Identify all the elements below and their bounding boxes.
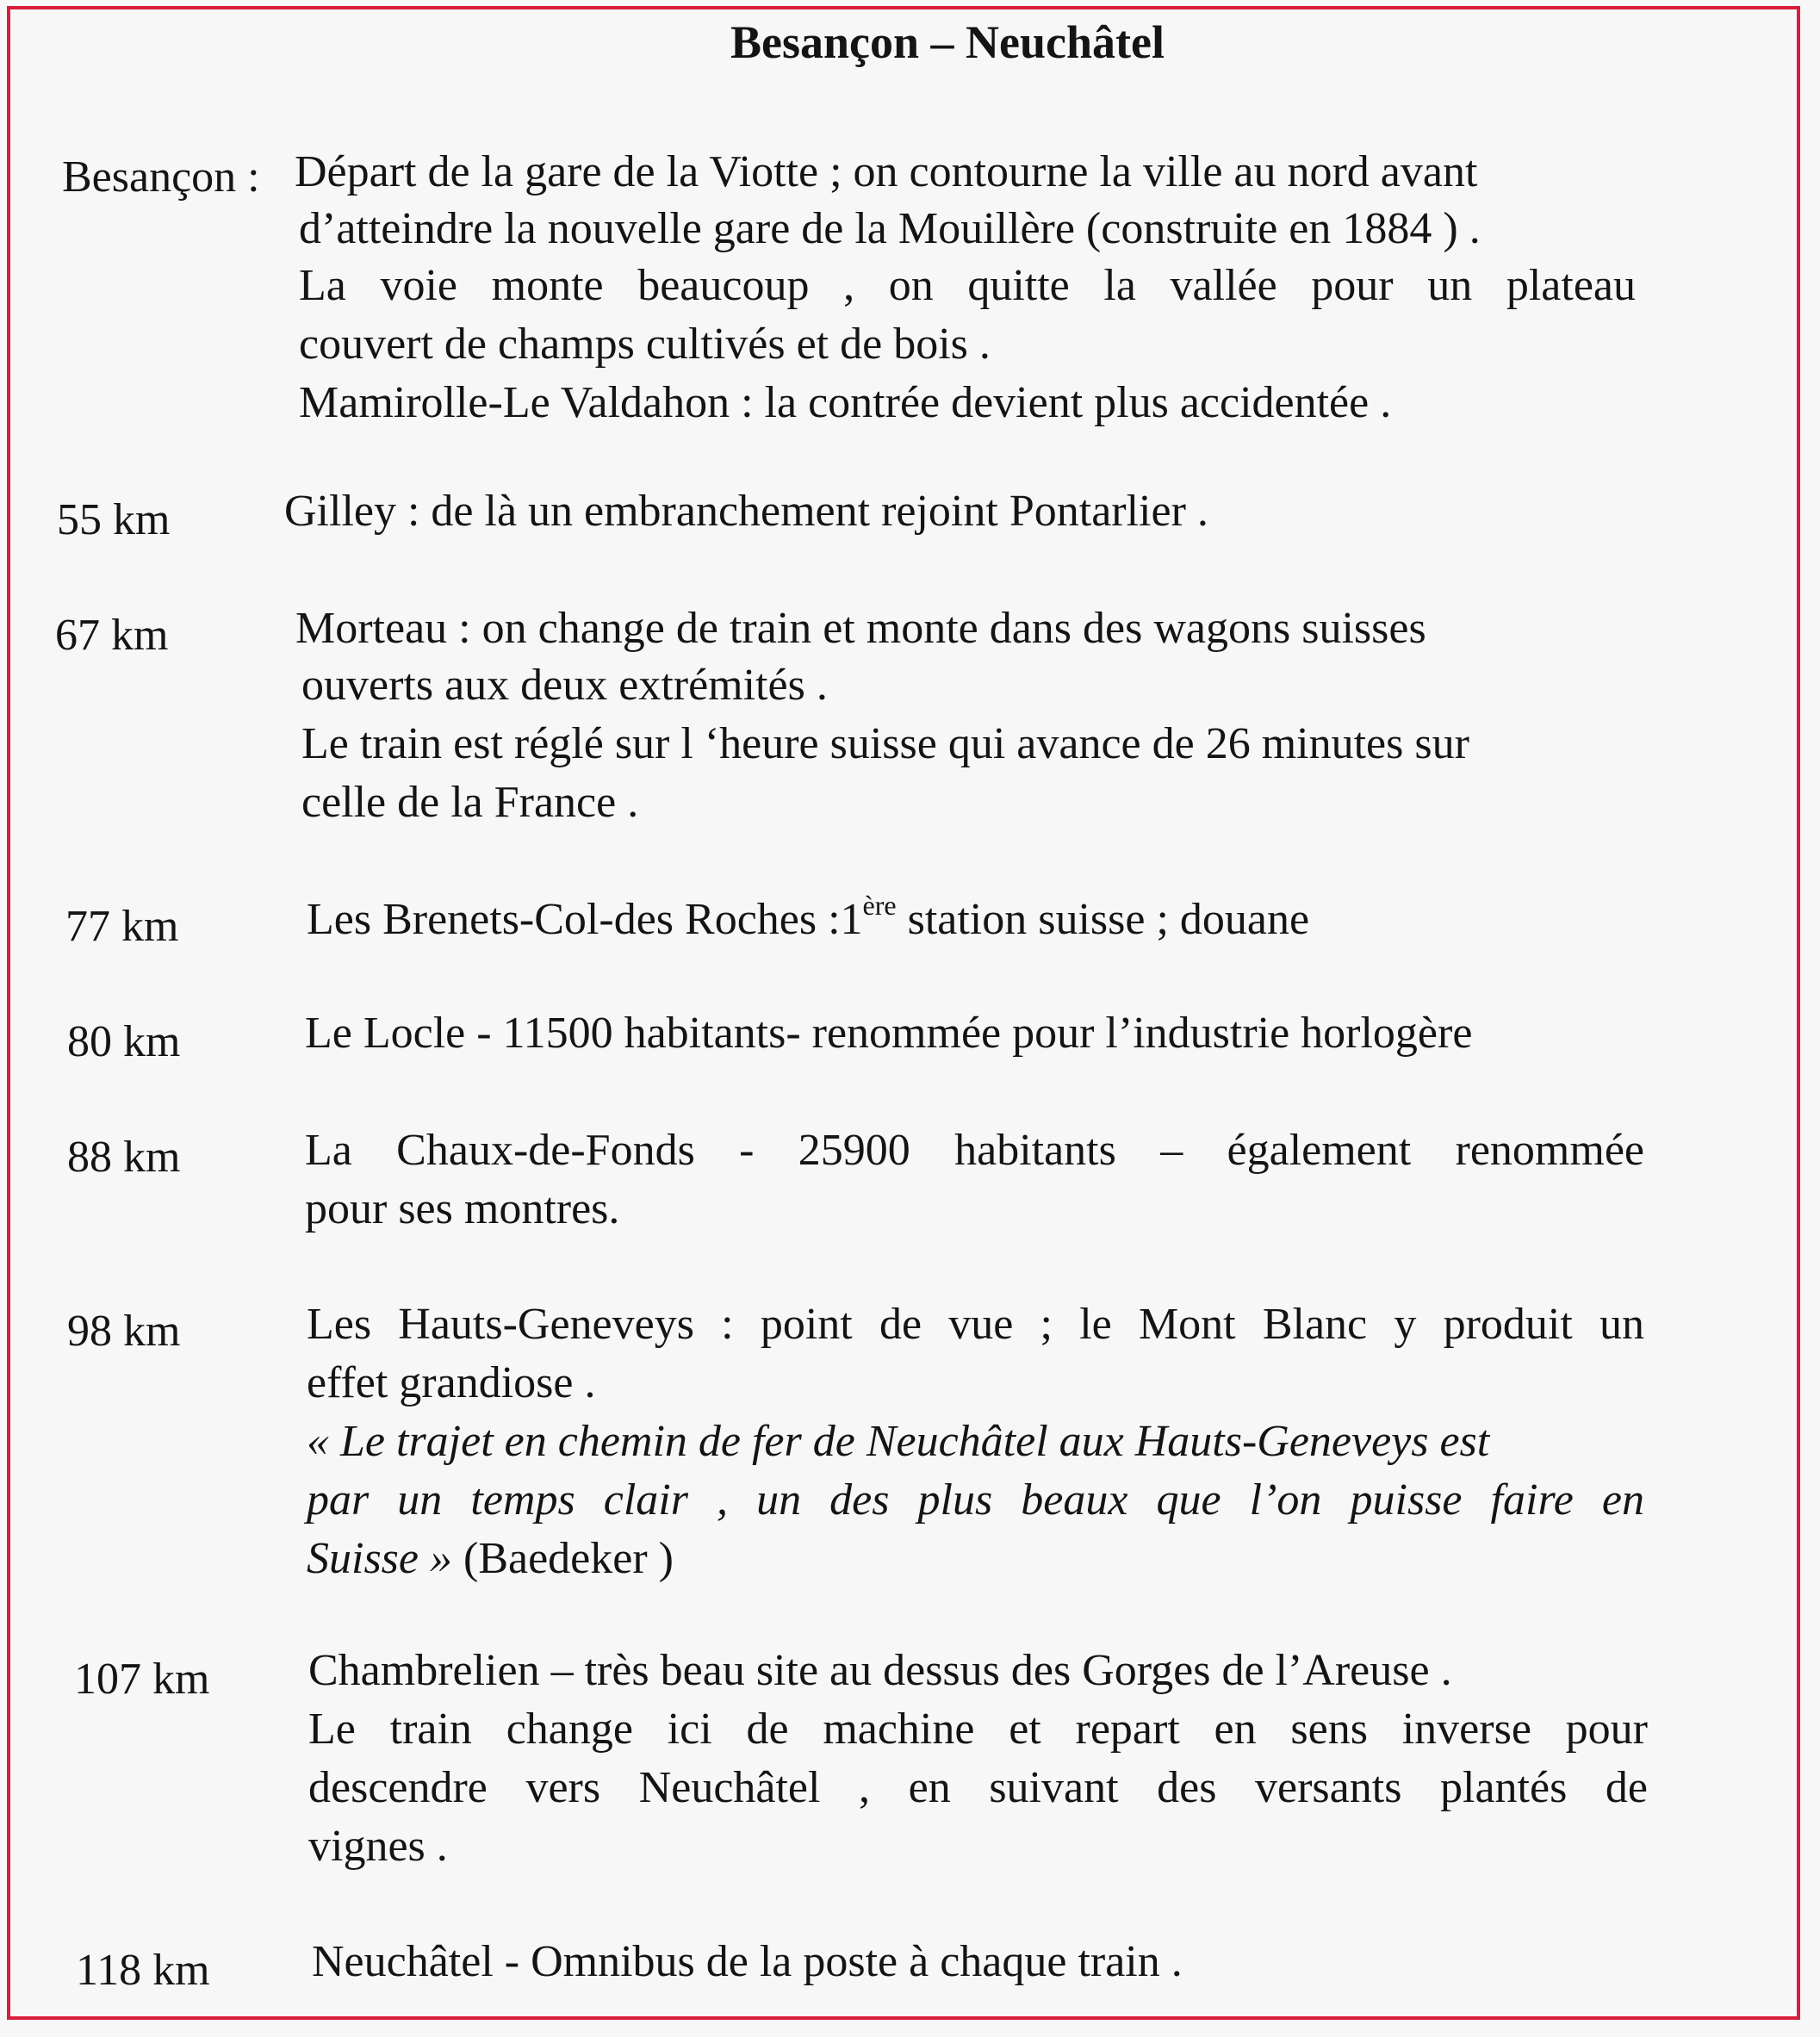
entry-distance: 55 km xyxy=(57,495,171,544)
entry-text-line: Gilley : de là un embranchement rejoint Pontarlier . xyxy=(284,487,1208,536)
entry-text-line: Le train change ici de machine et repart en sens inverse pour xyxy=(308,1705,1648,1754)
entry-text-line: effet grandiose . xyxy=(307,1358,596,1407)
entry-label: Besançon : xyxy=(62,152,260,202)
baedeker-quote-end: Suisse » xyxy=(307,1534,452,1583)
entry-text-line: pour ses montres. xyxy=(305,1184,620,1233)
entry-distance: 118 km xyxy=(76,1946,210,1995)
entry-text-line: Les Hauts-Geneveys : point de vue ; le Mont Blanc y produit un xyxy=(307,1300,1644,1349)
entry-text-line: La Chaux-de-Fonds - 25900 habitants – également renommée xyxy=(305,1126,1644,1175)
entry-text-line: d’atteindre la nouvelle gare de la Mouillère (construite en 1884 ) . xyxy=(299,204,1481,253)
entry-text-line: Le train est réglé sur l ‘heure suisse qui avance de 26 minutes sur xyxy=(301,719,1469,768)
entry-text-before-superscript: Les Brenets-Col-des Roches :1 xyxy=(307,895,863,944)
entry-distance: 88 km xyxy=(67,1133,181,1182)
entry-distance: 67 km xyxy=(55,611,169,660)
entry-text-line: Neuchâtel - Omnibus de la poste à chaque train . xyxy=(312,1937,1183,1986)
entry-distance: 77 km xyxy=(65,902,179,951)
quote-source: (Baedeker ) xyxy=(452,1534,674,1583)
entry-text-line: Le Locle - 11500 habitants- renommée pour l’industrie horlogère xyxy=(305,1009,1473,1058)
entry-text-line: couvert de champs cultivés et de bois . xyxy=(299,320,991,369)
entry-text-line: Mamirolle-Le Valdahon : la contrée devient plus accidentée . xyxy=(299,378,1392,427)
entry-text-line: celle de la France . xyxy=(301,778,639,827)
document-title: Besançon – Neuchâtel xyxy=(730,16,1165,68)
entry-text-after-superscript: station suisse ; douane xyxy=(896,895,1310,944)
baedeker-quote-last-line xyxy=(307,1530,674,1588)
entry-text-line: Départ de la gare de la Viotte ; on contourne la ville au nord avant xyxy=(295,147,1478,196)
entry-text-line: Chambrelien – très beau site au dessus des Gorges de l’Areuse . xyxy=(308,1646,1452,1695)
entry-text-line xyxy=(307,891,1309,949)
entry-text-line: Morteau : on change de train et monte dans des wagons suisses xyxy=(295,604,1426,653)
entry-distance: 98 km xyxy=(67,1307,181,1356)
entry-text-line: vignes . xyxy=(308,1822,448,1871)
baedeker-quote-line: « Le trajet en chemin de fer de Neuchâtel aux Hauts-Geneveys est xyxy=(307,1417,1490,1466)
entry-text-line: ouverts aux deux extrémités . xyxy=(301,661,828,710)
entry-text-line: descendre vers Neuchâtel , en suivant des versants plantés de xyxy=(308,1763,1648,1812)
entry-distance: 80 km xyxy=(67,1017,181,1066)
baedeker-quote-line: par un temps clair , un des plus beaux que l’on puisse faire en xyxy=(307,1475,1644,1525)
entry-text-line: La voie monte beaucoup , on quitte la vallée pour un plateau xyxy=(299,261,1636,310)
entry-distance: 107 km xyxy=(74,1655,210,1704)
ordinal-superscript: ère xyxy=(862,890,897,921)
